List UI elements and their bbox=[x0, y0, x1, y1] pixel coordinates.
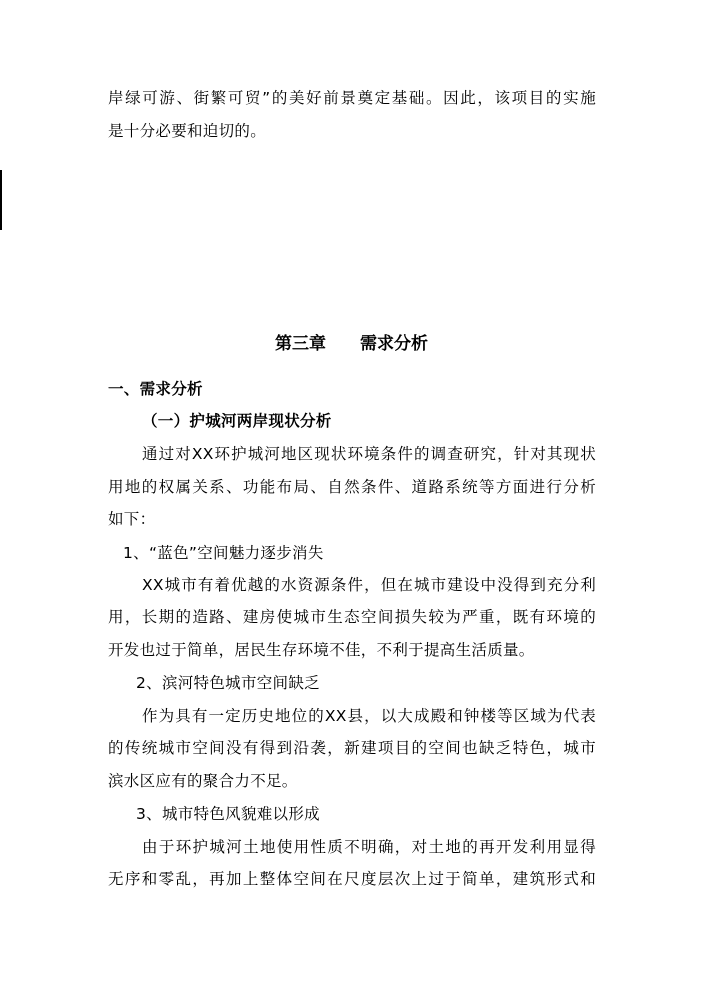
intro-line-1: 岸绿可游、街繁可贸”的美好前景奠定基础。因此，该项目的实施 bbox=[108, 89, 596, 107]
paragraph-line: 由于环护城河土地使用性质不明确，对土地的再开发利用显得 bbox=[142, 838, 596, 856]
paragraph-line: 如下： bbox=[108, 510, 156, 528]
subsection-heading: （一）护城河两岸现状分析 bbox=[142, 412, 332, 430]
item-heading: 2、滨河特色城市空间缺乏 bbox=[136, 674, 320, 692]
paragraph-line: 用地的权属关系、功能布局、自然条件、道路系统等方面进行分析 bbox=[108, 478, 596, 496]
item-heading: 1、“蓝色”空间魅力逐步消失 bbox=[123, 544, 324, 562]
paragraph-line: 通过对XX环护城河地区现状环境条件的调查研究，针对其现状 bbox=[142, 445, 596, 463]
paragraph-line: 的传统城市空间没有得到沿袭，新建项目的空间也缺乏特色，城市 bbox=[108, 739, 596, 757]
paragraph-line: 用，长期的造路、建房使城市生态空间损失较为严重，既有环境的 bbox=[108, 608, 596, 626]
paragraph-line: 开发也过于简单，居民生存环境不佳，不利于提高生活质量。 bbox=[108, 641, 535, 659]
chapter-title: 第三章 需求分析 bbox=[275, 334, 428, 354]
paragraph-line: 无序和零乱，再加上整体空间在尺度层次上过于简单，建筑形式和 bbox=[108, 870, 596, 888]
paragraph-line: 作为具有一定历史地位的XX县，以大成殿和钟楼等区域为代表 bbox=[142, 707, 596, 725]
paragraph-line: 滨水区应有的聚合力不足。 bbox=[108, 772, 298, 790]
paragraph-line: XX城市有着优越的水资源条件，但在城市建设中没得到充分利 bbox=[142, 576, 596, 594]
section-heading: 一、需求分析 bbox=[108, 380, 203, 398]
item-heading: 3、城市特色风貌难以形成 bbox=[136, 805, 320, 823]
intro-line-2: 是十分必要和迫切的。 bbox=[108, 122, 267, 140]
margin-change-bar bbox=[0, 170, 2, 230]
